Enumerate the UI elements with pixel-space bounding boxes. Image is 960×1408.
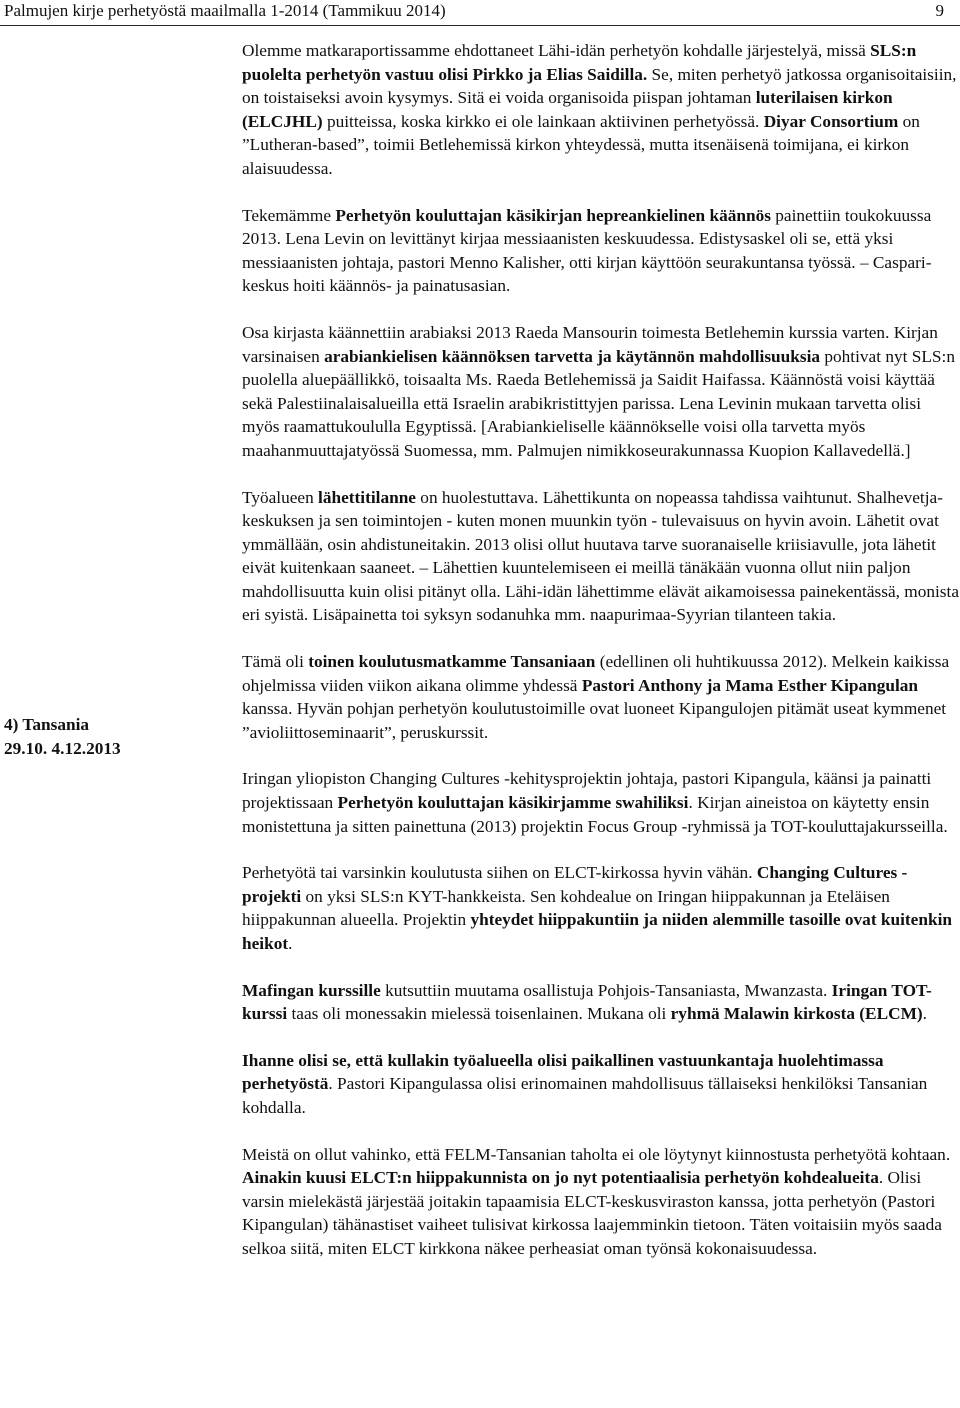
text-run: Tämä oli [242,652,309,672]
text-run: . [922,1004,927,1024]
text-run: Osa kirjasta käännettiin arabiaksi 2013 Raeda Mansourin toimesta Betlehemin kurssia varten. Kirjan varsinaisen [242,322,938,366]
text-run-bold: Iringan TOT-kurssi [242,980,932,1024]
text-run: on ”Lutheran-based”, toimii Betlehemissä kirkon yhteydessä, mutta itsenäisenä toimijana, ei kirkon alaisuudessa. [242,111,920,178]
text-run-bold: toinen koulutusmatkamme Tansaniaan [308,652,596,672]
text-run: Perhetyötä tai varsinkin koulutusta siihen on ELCT-kirkossa hyvin vähän. [242,863,757,883]
paragraph [242,1143,960,1261]
text-run: . Olisi varsin mielekästä järjestää joitakin tapaamisia ELCT-keskusviraston kanssa, jotta perhetyön (Pastori Kipangulan) tähänastiset vaiheet tulisivat kirkossa laajemminkin tietoon. Täten voitaisiin myös saada selkoa siitä, miten ELCT kirkkona näkee perheasiat oman työnsä kokonaisuudessa. [242,1168,942,1258]
text-run: puitteissa, koska kirkko ei ole lainkaan aktiivinen perhetyössä. [322,111,764,131]
header-divider [0,25,960,26]
text-run: kutsuttiin muutama osallistuja Pohjois-Tansaniasta, Mwanzasta. [380,980,832,1000]
text-run-bold: Perhetyön kouluttajan käsikirjamme swahiliksi [337,793,689,813]
paragraph [242,1049,960,1120]
text-run: painettiin toukokuussa 2013. Lena Levin on levittänyt kirjaa messiaanisten keskuudessa. Edistysaskel oli se, että yksi messiaanisten johtaja, pastori Menno Kalisher, otti kirjan käyttöön seurakuntansa työssä. – Caspari-keskus hoiti käännös- ja painatusasian. [242,205,932,296]
text-run-bold: Pastori Anthony ja Mama Esther Kipangulan [581,675,919,695]
text-run-bold: yhteydet hiippakuntiin ja niiden alemmille tasoille ovat kuitenkin heikot [242,910,952,953]
text-run: Meistä on ollut vahinko, että FELM-Tansanian taholta ei ole löytynyt kiinnostusta perhetyötä kohtaan. [242,1144,951,1164]
text-run: (edellinen oli huhtikuussa 2012). Melkein kaikissa ohjelmissa viiden viikon aikana olimme yhdessä [242,652,950,695]
text-run: Olemme matkaraportissamme ehdottaneet Lähi-idän perhetyön kohdalle järjestelyä, missä [242,41,871,60]
paragraph [242,486,960,628]
page-number: 9 [935,1,944,20]
paragraph [242,979,960,1026]
text-run: . Pastori Kipangulassa olisi erinomainen mahdollisuus tällaiseksi henkilöksi Tansanian kohdalla. [242,1074,928,1117]
section-heading-dates: 29.10. 4.12.2013 [4,738,121,758]
paragraph [242,650,960,744]
text-run-bold: Ainakin kuusi ELCT:n hiippakunnista on jo nyt potentiaalisia perhetyön kohdealueita [242,1168,879,1188]
text-run: . [288,934,293,953]
text-run: kanssa. Hyvän pohjan perhetyön koulutustoimille ovat luoneet Kipangulojen pitämät useat kymmenet ”avioliittoseminaarit”, peruskurssit. [242,699,947,742]
text-run-bold: Mafingan kurssille [242,980,381,1000]
text-run-bold: luterilaisen kirkon (ELCJHL) [242,88,893,131]
text-run-bold: Changing Cultures -projekti [242,863,908,906]
text-run-bold: SLS:n puolelta perhetyön vastuu olisi Pirkko ja Elias Saidilla. [242,41,917,84]
paragraph [242,767,960,838]
text-run: Iringan yliopiston Changing Cultures -kehitysprojektin johtaja, pastori Kipangula, käänsi ja painatti projektissaan [242,769,932,813]
page-header [4,0,944,22]
document-title: Palmujen kirje perhetyöstä maailmalla 1-2014 (Tammikuu 2014) [4,1,446,20]
text-run: Työalueen [242,487,319,507]
paragraph [242,39,960,181]
body-text [242,39,960,1261]
text-run-bold: Perhetyön kouluttajan käsikirjan hepreankielinen käännös [335,205,771,225]
text-run: . Kirjan aineistoa on käytetty ensin monistettuna ja sitten painettuna (2013) projektin Focus Group -ryhmissä ja TOT-kouluttajakursseilla. [242,793,948,836]
paragraph [242,861,960,955]
text-run-bold: lähettitilanne [318,487,416,507]
text-run: on yksi SLS:n KYT-hankkeista. Sen kohdealue on Iringan hiippakunnan ja Eteläisen hiippakunnan alueella. Projektin [242,886,890,930]
text-run: taas oli monessakin mielessä toisenlainen. Mukana oli [287,1004,671,1024]
text-run: on huolestuttava. Lähettikunta on nopeassa tahdissa vaihtunut. Shalhevetja-keskuksen ja sen toimintojen - kuten monen muunkin työn - tulevaisuus on hyvin avoin. Lähetit ovat ymmällään, osin ahdistuneitakin. 2013 olisi ollut huutava tarve suoranaiselle kriisiavulle, jota lähetit eivät kuitenkaan saaneet. – Lähettien kuuntelemiseen ei meillä tänäkään vuonna ollut niin paljon mahdollisuutta kuin olisi pitänyt olla. Lähi-idän lähettimme elävät aikamoisessa painekentässä, monista eri syistä. Lisäpainetta toi syksyn sodanuhka mm. naapurimaa-Syyrian tilanteen takia. [242,487,960,625]
paragraph [242,321,960,463]
text-run: pohtivat nyt SLS:n puolella aluepäällikkö, toisaalta Ms. Raeda Betlehemissä ja Saidit Haifassa. Käännöstä voisi käyttää sekä Palestiinalaisalueilla että Israelin arabikristittyjen parissa. Lena Levinin mukaan tarvetta olisi myös raamattukoululla Egyptissä. [Arabiankieliselle käännökselle voisi olla tarvetta myös maahanmuuttajatyössä Suomessa, mm. Palmujen nimikkoseurakunnassa Kuopion Kallavedellä.] [242,346,955,460]
text-run: Tekemämme [242,205,336,225]
text-run-bold: Ihanne olisi se, että kullakin työalueella olisi paikallinen vastuunkantaja huolehtimassa perhetyöstä [242,1050,884,1094]
section-heading [4,713,234,760]
section-heading-title: 4) Tansania [4,715,90,734]
text-run-bold: Diyar Consortium [763,111,899,131]
paragraph [242,204,960,298]
text-run-bold: arabiankielisen käännöksen tarvetta ja käytännön mahdollisuuksia [324,346,821,366]
text-run-bold: ryhmä Malawin kirkosta (ELCM) [670,1004,923,1024]
text-run: Se, miten perhetyö jatkossa organisoitaisiin, on toistaiseksi avoin kysymys. Sitä ei voida organisoida piispan johtaman [242,64,957,108]
